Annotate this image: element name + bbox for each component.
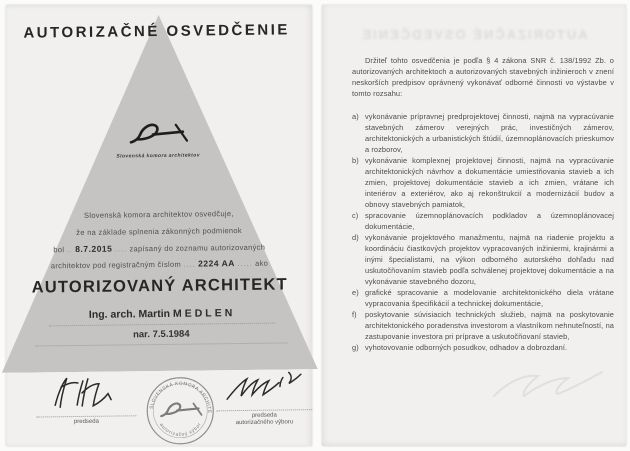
architect-name: Ing. arch. Martin MEDLEN — [49, 307, 275, 327]
registration-date: 8.7.2015 — [75, 243, 113, 255]
birth-date: nar. 7.5.1984 — [35, 327, 287, 346]
scope-intro: Držiteľ tohto osvedčenia je podľa § 4 zákona SNR č. 138/1992 Zb. o autorizovaných architektoch a autorizovaných stavebných inžinieroch v znení neskorších predpisov oprávnený vykonávať odborné činnosti vo výstavbe v tomto rozsahu: — [352, 56, 614, 98]
bleed-through-signature-icon — [488, 364, 608, 404]
statement-line-1: Slovenská komora architektov osvedčuje, — [83, 209, 234, 220]
committee-chairman-signature-block — [216, 369, 313, 427]
scope-item: f) poskytovanie súvisiacich technických služieb, najmä na poskytovanie architektonického poradenstva investorom a vlastníkom nehnuteľností, na zastupovanie investora pri príprave a uskutočňovaní stavieb, — [352, 310, 614, 341]
scope-item: g) vyhotovovanie odborných posudkov, odhadov a dobrozdaní. — [352, 343, 568, 352]
chamber-stamp-icon — [142, 372, 219, 449]
chamber-logo — [5, 119, 311, 161]
scope-item-list — [352, 111, 614, 353]
scope-item: c) spracovanie územnoplánovacích podkladov a územnoplánovacej dokumentácie, — [352, 211, 614, 231]
committee-chairman-signature-label: predseda autorizačného výboru — [216, 409, 312, 427]
svg-text:SLOVENSKÁ KOMORA ARCHITEKTOV: SLOVENSKÁ KOMORA ARCHITEKTOV — [148, 380, 213, 414]
surname: MEDLEN — [172, 307, 236, 320]
architects-chamber-logo-icon — [127, 121, 189, 148]
authorized-architect-heading: AUTORIZOVANÝ ARCHITEKT — [31, 275, 288, 297]
statement-line-2: že na základe splnenia zákonných podmienok — [76, 225, 242, 238]
scope-item: b) vykonávanie komplexnej projektovej činnosti, najmä na vypracúvanie architektonických návrhov a dokumentácie umiestňovania stavieb a ich zmien, projektovej dokumentácie stavieb a ich zmien, vrátane ich interiérov a exteriérov, ako aj rekonštrukcií a modernizácií budov a obnovy stavebných pamiatok, — [352, 156, 614, 209]
bleed-through-title: AUTORIZAČNÉ OSVEDČENIE — [360, 27, 588, 42]
scope-item: e) grafické spracovanie a modelovanie architektonického diela vrátane vypracovania špecifikácií a technickej dokumentácie, — [352, 288, 614, 308]
certificate-page — [6, 5, 312, 446]
scope-page — [322, 5, 626, 446]
chairman-signature-block — [36, 373, 137, 426]
committee-chairman-signature-icon — [219, 369, 309, 404]
certificate-title: AUTORIZAČNÉ OSVEDČENIE — [23, 21, 290, 42]
statement-line-4: architektov pod registračným číslom .... 2224 AA ..... ako — [50, 258, 269, 271]
registration-number: 2224 AA — [198, 258, 235, 269]
statement-line-3: bol .. 8.7.2015 .... zapísaný do zoznamu autorizovaných — [53, 242, 266, 255]
svg-text:autorizačný výbor: autorizačný výbor — [158, 421, 203, 437]
scope-item: a) vykonávanie prípravnej predprojektovej činnosti, najmä na vypracúvanie stavebných zámerov verejných prác, investičných zámerov, architektonických a urbanistických štúdií, územnoplánovacích prieskumov a rozborov, — [352, 112, 614, 154]
chairman-signature-label: predseda — [36, 415, 136, 426]
chairman-signature-icon — [41, 373, 131, 410]
scope-item: d) vykonávanie projektového manažmentu, najmä na riadenie projektu a koordináciu čiastkových projektov vypracovaných inžiniermi, krajinármi a inými špecialistami, na výkon odborného autorského dohľadu nad uskutočňovaním stavieb podľa schválenej projektovej dokumentácie a na vykonávanie stavebného dozoru, — [352, 233, 614, 286]
logo-caption: Slovenská komora architektov — [116, 152, 200, 160]
